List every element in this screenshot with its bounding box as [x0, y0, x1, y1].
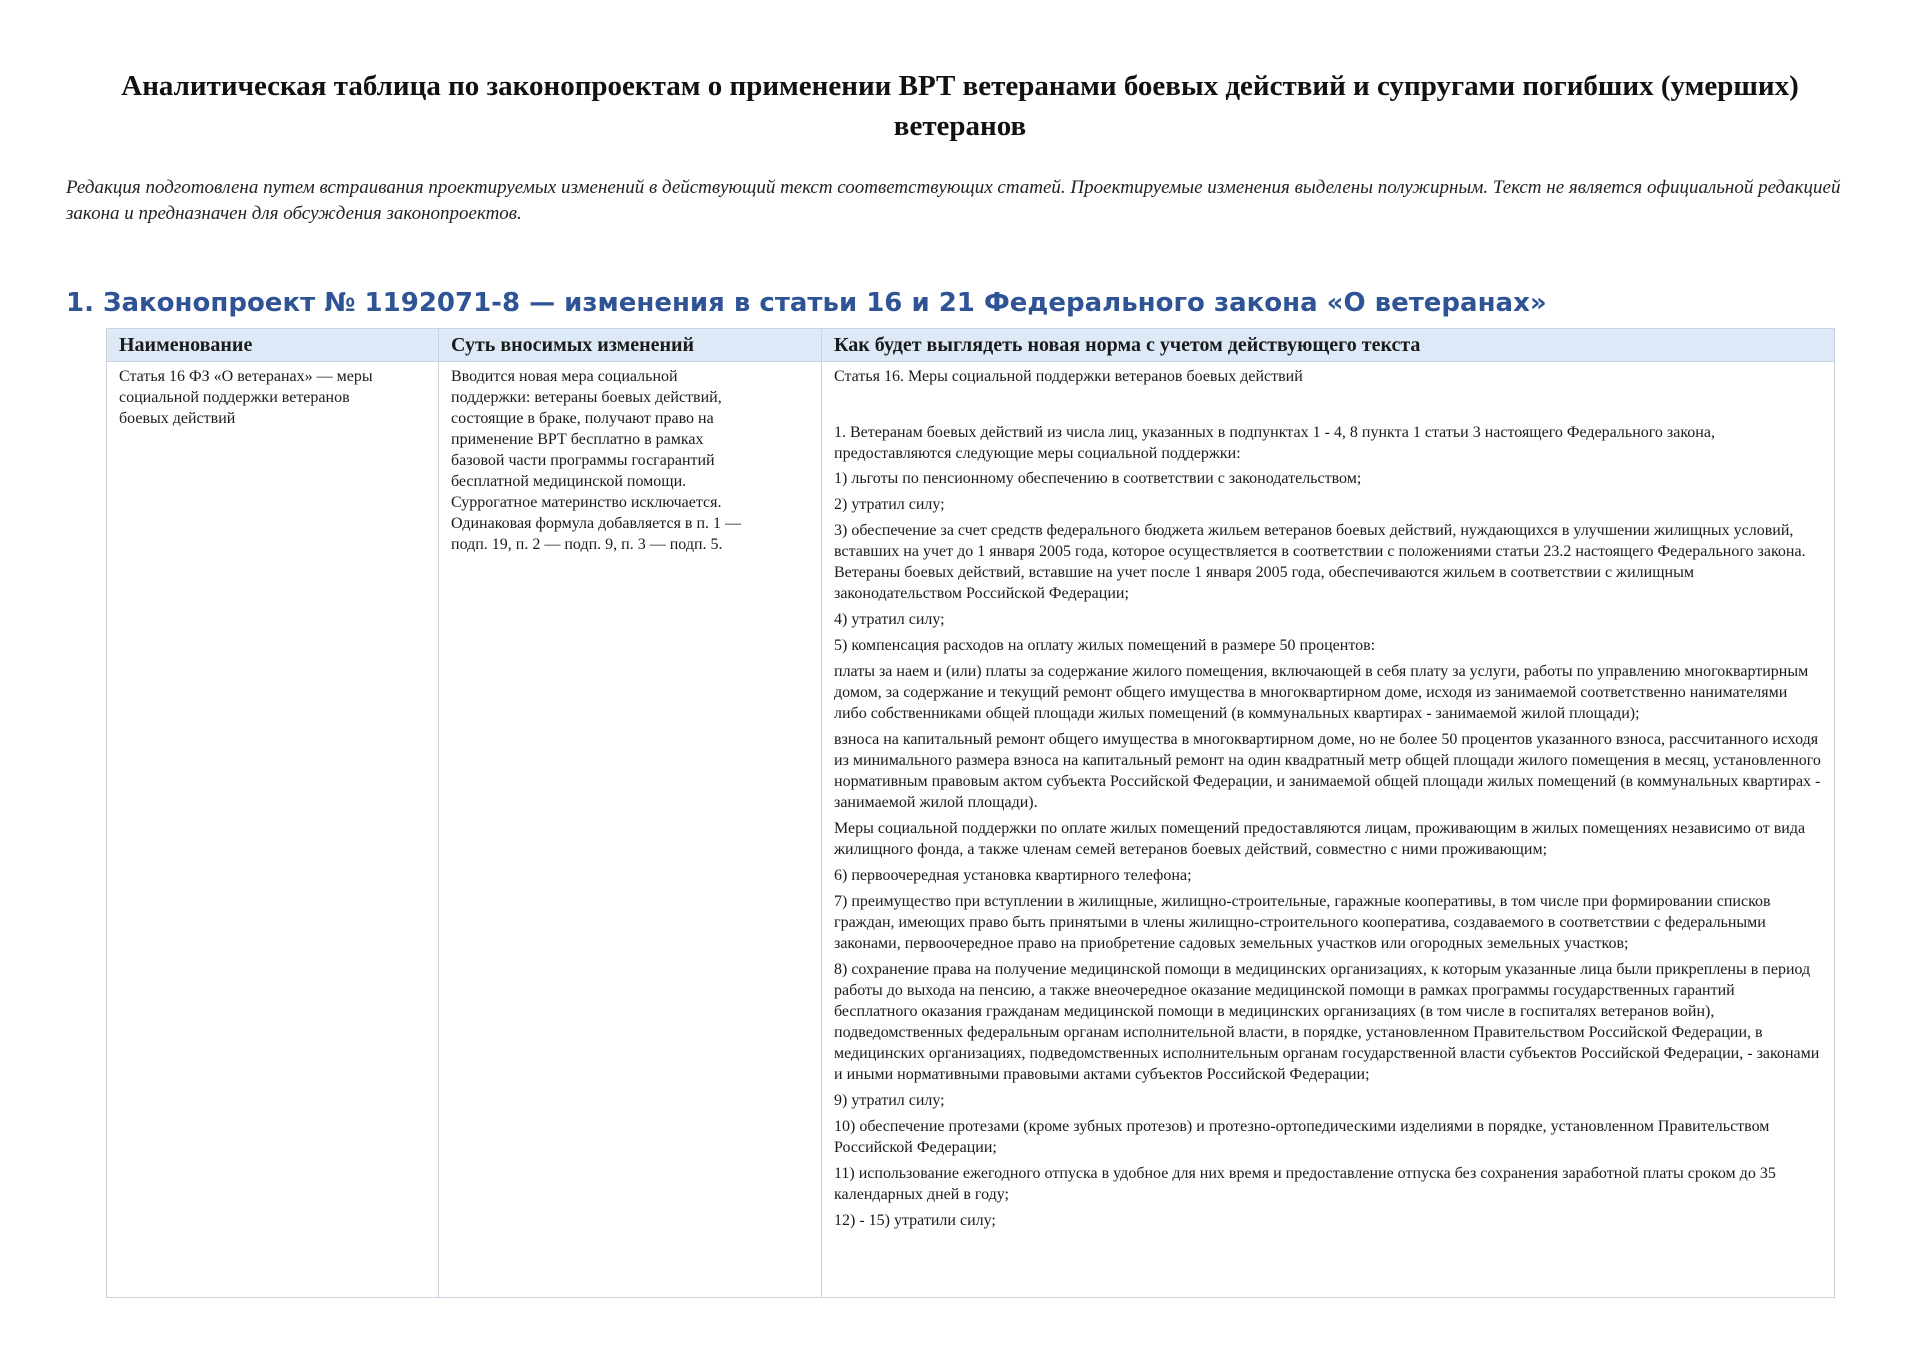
norm-item: Меры социальной поддержки по оплате жилых помещений предоставляются лицам, проживающим в жилых помещениях независимо от вида жилищного фонда, а также членам семей ветеранов боевых действий, совместно с ними проживающим;: [834, 820, 1806, 858]
norm-item: 10) обеспечение протезами (кроме зубных протезов) и протезно-ортопедическими изделиями в порядке, установленном Правительством Российской Федерации;: [834, 1118, 1770, 1156]
norm-item: 6) первоочередная установка квартирного телефона;: [834, 867, 1192, 884]
header-norm: Как будет выглядеть новая норма с учетом действующего текста: [822, 329, 1835, 362]
editorial-note: Редакция подготовлена путем встраивания проектируемых изменений в действующий текст соответствующих статей. Проектируемые изменения выделены полужирным. Текст не является официальной редакцией закона и предназначен для обсуждения законопроектов.: [66, 177, 1841, 224]
norm-item: взноса на капитальный ремонт общего имущества в многоквартирном доме, но не более 50 процентов указанного взноса, рассчитанного исходя из минимального размера взноса на капитальный ремонт на один квадратный метр общей площади жилого помещения в месяц, установленного нормативным правовым актом субъекта Российской Федерации, и занимаемой общей площади жилых помещений (в коммунальных квартирах - занимаемой жилой площади).: [834, 731, 1821, 811]
header-name: Наименование: [107, 329, 439, 362]
cell-change-essence: Вводится новая мера социальной поддержки: ветераны боевых действий, состоящие в браке, получают право на применение ВРТ бесплатно в рамках базовой части программы госгарантий бесплатной медицинской помощи. Суррогатное материнство исключается. Одинаковая формула добавляется в п. 1 — подп. 19, п. 2 — подп. 9, п. 3 — подп. 5.: [439, 362, 822, 1298]
norm-item: 11) использование ежегодного отпуска в удобное для них время и предоставление отпуска без сохранения заработной платы сроком до 35 календарных дней в году;: [834, 1165, 1776, 1203]
norm-item: 3) обеспечение за счет средств федерального бюджета жильем ветеранов боевых действий, нуждающихся в улучшении жилищных условий, вставших на учет до 1 января 2005 года, которое осуществляется в соответствии с положениями статьи 23.2 настоящего Федерального закона. Ветераны боевых действий, вставшие на учет после 1 января 2005 года, обеспечиваются жильем в соответствии с жилищным законодательством Российской Федерации;: [834, 522, 1806, 602]
norm-item: 8) сохранение права на получение медицинской помощи в медицинских организациях, к которым указанные лица были прикреплены в период работы до выхода на пенсию, а также внеочередное оказание медицинской помощи в рамках программы государственных гарантий бесплатного оказания гражданам медицинской помощи в медицинских организациях (в том числе в госпиталях ветеранов войн), подведомственных федеральным органам исполнительной власти, в порядке, установленном Правительством Российской Федерации, в медицинских организациях, подведомственных исполнительным органам государственной власти субъектов Российской Федерации, - законами и иными нормативными правовыми актами субъектов Российской Федерации;: [834, 961, 1820, 1083]
section-heading: 1. Законопроект № 1192071-8 — изменения в статьи 16 и 21 Федерального закона «О ветеранах»: [66, 288, 1547, 318]
header-essence: Суть вносимых изменений: [439, 329, 822, 362]
norm-item: 4) утратил силу;: [834, 611, 945, 628]
norm-title: Статья 16. Меры социальной поддержки ветеранов боевых действий: [834, 368, 1303, 385]
norm-item: 2) утратил силу;: [834, 496, 945, 513]
cell-article-name: Статья 16 ФЗ «О ветеранах» — меры социальной поддержки ветеранов боевых действий: [107, 362, 439, 1298]
norm-item: 12) - 15) утратили силу;: [834, 1212, 996, 1229]
document-title: Аналитическая таблица по законопроектам о применении ВРТ ветеранами боевых действий и супругами погибших (умерших) ветеранов: [121, 70, 1799, 142]
norm-item: 7) преимущество при вступлении в жилищные, жилищно-строительные, гаражные кооперативы, в том числе при формировании списков граждан, имеющих право быть принятыми в члены жилищно-строительного кооператива, создаваемого в соответствии с федеральными законами, первоочередное право на приобретение садовых земельных участков или огородных земельных участков;: [834, 893, 1771, 952]
analytical-table: [106, 328, 1835, 1298]
table-header-row: [107, 329, 1835, 362]
norm-item: платы за наем и (или) платы за содержание жилого помещения, включающей в себя плату за услуги, работы по управлению многоквартирным домом, за содержание и текущий ремонт общего имущества в многоквартирном доме, исходя из занимаемой соответственно нанимателями либо собственниками общей площади жилых помещений (в коммунальных квартирах - занимаемой жилой площади);: [834, 663, 1809, 722]
table-row: [107, 362, 1835, 1298]
norm-intro: 1. Ветеранам боевых действий из числа лиц, указанных в подпунктах 1 - 4, 8 пункта 1 статьи 3 настоящего Федерального закона, предоставляются следующие меры социальной поддержки:: [834, 424, 1715, 462]
norm-item: 5) компенсация расходов на оплату жилых помещений в размере 50 процентов:: [834, 637, 1376, 654]
norm-item: 9) утратил силу;: [834, 1092, 945, 1109]
norm-item: 1) льготы по пенсионному обеспечению в соответствии с законодательством;: [834, 470, 1362, 487]
cell-new-norm: [822, 362, 1835, 1298]
